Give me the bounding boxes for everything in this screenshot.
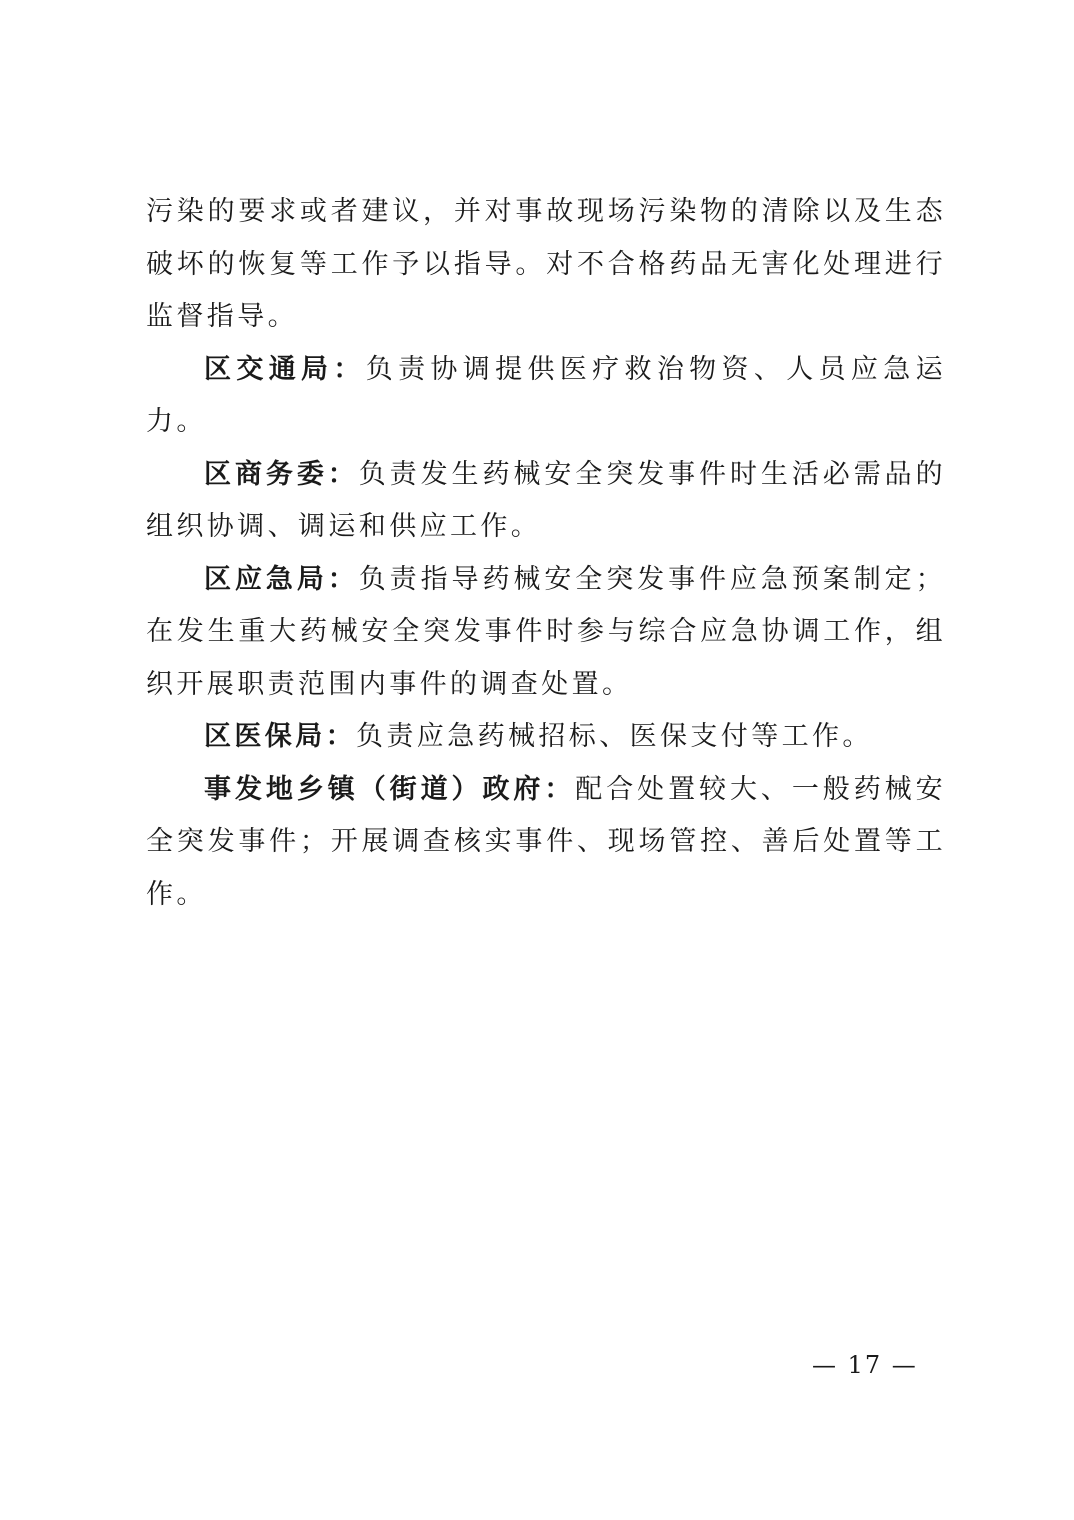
paragraph-text: 配合处置较大、一般药械安全突发事件；开展调查核实事件、现场管控、善后处置等工作。 — [146, 773, 946, 910]
paragraph-label: 区交通局： — [204, 353, 366, 385]
paragraph-township-government — [146, 764, 946, 922]
paragraph-text: 负责协调提供医疗救治物资、人员应急运力。 — [146, 353, 947, 437]
paragraph-label: 区医保局： — [204, 721, 356, 752]
paragraph-label: 区商务委： — [204, 458, 359, 490]
paragraph-text: 负责指导药械安全突发事件应急预案制定；在发生重大药械安全突发事件时参与综合应急协调工作，组织开展职责范围内事件的调查处置。 — [146, 563, 946, 700]
paragraph-continuation — [146, 186, 946, 344]
paragraph-label: 区应急局： — [204, 563, 359, 595]
paragraph-transport-bureau — [146, 344, 946, 449]
page-number: — 17 — — [812, 1351, 918, 1379]
paragraph-commerce-committee — [146, 449, 946, 554]
paragraph-medical-insurance-bureau — [146, 711, 946, 764]
paragraph-text: 污染的要求或者建议，并对事故现场污染物的清除以及生态破坏的恢复等工作予以指导。对不合格药品无害化处理进行监督指导。 — [146, 196, 946, 332]
paragraph-label: 事发地乡镇（街道）政府： — [204, 773, 576, 805]
paragraph-text: 负责应急药械招标、医保支付等工作。 — [356, 721, 873, 752]
document-body — [146, 186, 946, 921]
paragraph-text: 负责发生药械安全突发事件时生活必需品的组织协调、调运和供应工作。 — [146, 458, 946, 542]
paragraph-emergency-bureau — [146, 554, 946, 712]
